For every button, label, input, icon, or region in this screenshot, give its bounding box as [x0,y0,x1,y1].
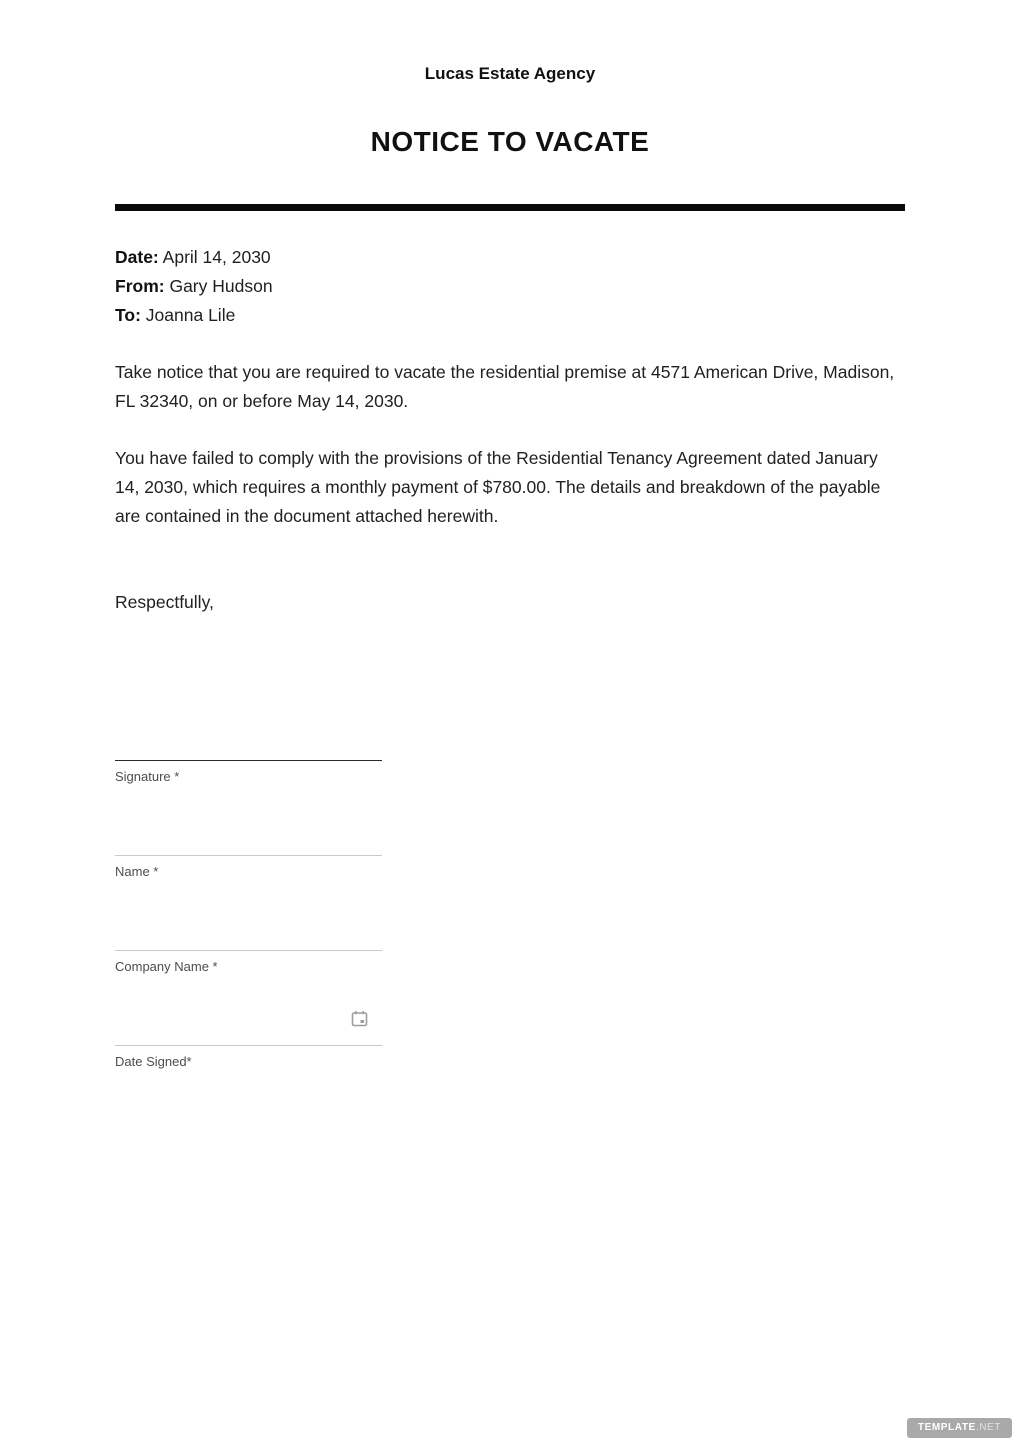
name-field-label: Name * [115,864,159,879]
date-value: April 14, 2030 [162,247,271,267]
page-title: NOTICE TO VACATE [370,126,650,157]
notice-paragraph-1: Take notice that you are required to vacate the residential premise at 4571 American Drive, Madison, FL 32340, on or before May 14, 2030. [115,362,895,411]
meta-date-row [115,243,905,272]
from-value: Gary Hudson [169,276,273,296]
signature-field [115,733,382,784]
meta-from-row [115,272,905,301]
to-value: Joanna Lile [145,305,236,325]
meta-to-row [115,301,905,330]
signature-form [115,733,905,1069]
template-net-watermark [907,1418,1012,1438]
agency-name: Lucas Estate Agency [424,64,596,83]
name-field [115,828,382,879]
title-divider [115,204,905,211]
to-label: To: [115,305,141,325]
company-name-input[interactable] [115,923,382,951]
date-signed-input[interactable] [115,1018,382,1046]
notice-paragraph-2: You have failed to comply with the provisions of the Residential Tenancy Agreement dated January 14, 2030, which requires a monthly payment of $780.00. The details and breakdown of the payable are contained in the document attached herewith. [115,448,881,526]
signature-input[interactable] [115,733,382,761]
letter-meta [115,243,905,330]
company-name-field-label: Company Name * [115,959,218,974]
name-input[interactable] [115,828,382,856]
closing-line: Respectfully, [115,592,214,612]
signature-field-label: Signature * [115,769,180,784]
watermark-tld: .NET [975,1422,1001,1433]
from-label: From: [115,276,165,296]
date-signed-field-label: Date Signed* [115,1054,192,1069]
calendar-icon[interactable] [351,1010,368,1027]
watermark-brand: TEMPLATE [917,1422,976,1433]
company-name-field [115,923,382,974]
date-label: Date: [115,247,159,267]
date-signed-field [115,1018,382,1069]
